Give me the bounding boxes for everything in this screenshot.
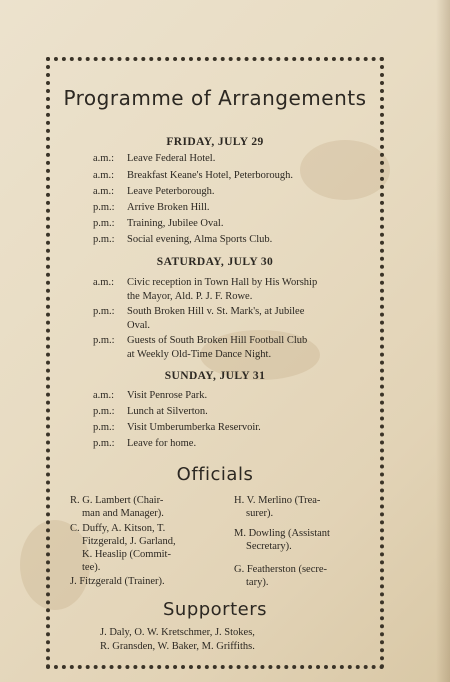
am-pm: p.m.: bbox=[93, 438, 115, 449]
am-pm: p.m.: bbox=[93, 218, 115, 229]
supporters-line: R. Gransden, W. Baker, M. Griffiths. bbox=[100, 641, 255, 652]
official-entry bbox=[70, 494, 164, 520]
event-line: Guests of South Broken Hill Football Club bbox=[127, 335, 308, 346]
event bbox=[127, 421, 372, 435]
event-line: Breakfast Keane's Hotel, Peterborough. bbox=[127, 170, 294, 181]
event bbox=[127, 185, 372, 199]
am-pm: p.m.: bbox=[93, 202, 115, 213]
event bbox=[127, 437, 372, 451]
event-line: the Mayor, Ald. P. J. F. Rowe. bbox=[127, 291, 253, 302]
event-line: Civic reception in Town Hall by His Worship bbox=[127, 277, 318, 288]
official-line: tary). bbox=[246, 577, 269, 588]
official-line: surer). bbox=[246, 508, 274, 519]
page-title: Programme of Arrangements bbox=[63, 86, 367, 110]
official-entry bbox=[234, 494, 320, 520]
event-line: Visit Penrose Park. bbox=[127, 390, 208, 401]
event bbox=[127, 405, 372, 419]
official-line: R. G. Lambert (Chair- bbox=[70, 495, 164, 506]
official-entry bbox=[70, 575, 165, 588]
day-heading-friday: FRIDAY, JULY 29 bbox=[166, 136, 264, 148]
event-line: Leave for home. bbox=[127, 438, 197, 449]
am-pm: p.m.: bbox=[93, 234, 115, 245]
official-line: C. Duffy, A. Kitson, T. bbox=[70, 523, 166, 534]
event-line: Lunch at Silverton. bbox=[127, 406, 208, 417]
official-line: tee). bbox=[82, 562, 101, 573]
am-pm: a.m.: bbox=[93, 390, 114, 401]
event-line: Arrive Broken Hill. bbox=[127, 202, 210, 213]
event-line: Training, Jubilee Oval. bbox=[127, 218, 224, 229]
official-entry bbox=[234, 527, 330, 553]
event-line: at Weekly Old-Time Dance Night. bbox=[127, 349, 272, 360]
event-line: Oval. bbox=[127, 320, 151, 331]
event-line: Leave Federal Hotel. bbox=[127, 153, 216, 164]
event-line: South Broken Hill v. St. Mark's, at Jubilee bbox=[127, 306, 305, 317]
event bbox=[127, 201, 372, 215]
official-line: J. Fitzgerald (Trainer). bbox=[70, 576, 165, 587]
official-line: G. Featherston (secre- bbox=[234, 564, 328, 575]
am-pm: p.m.: bbox=[93, 335, 115, 346]
event bbox=[127, 334, 372, 362]
official-line: Fitzgerald, J. Garland, bbox=[82, 536, 176, 547]
am-pm: p.m.: bbox=[93, 422, 115, 433]
am-pm: a.m.: bbox=[93, 186, 114, 197]
official-line: K. Heaslip (Commit- bbox=[82, 549, 171, 560]
official-line: H. V. Merlino (Trea- bbox=[234, 495, 321, 506]
event-line: Visit Umberumberka Reservoir. bbox=[127, 422, 261, 433]
supporters-line: J. Daly, O. W. Kretschmer, J. Stokes, bbox=[100, 627, 255, 638]
event-line: Social evening, Alma Sports Club. bbox=[127, 234, 273, 245]
event bbox=[127, 276, 372, 304]
official-line: man and Manager). bbox=[82, 508, 164, 519]
day-heading-saturday: SATURDAY, JULY 30 bbox=[156, 256, 274, 268]
event bbox=[127, 169, 372, 183]
event bbox=[127, 217, 372, 231]
event bbox=[127, 389, 372, 403]
supporters-heading: Supporters bbox=[162, 599, 267, 620]
am-pm: a.m.: bbox=[93, 170, 114, 181]
event bbox=[127, 152, 372, 166]
am-pm: p.m.: bbox=[93, 306, 115, 317]
official-line: Secretary). bbox=[246, 541, 292, 552]
am-pm: a.m.: bbox=[93, 277, 114, 288]
official-entry bbox=[234, 563, 327, 589]
officials-heading: Officials bbox=[176, 464, 254, 485]
official-line: M. Dowling (Assistant bbox=[234, 528, 330, 539]
event bbox=[127, 233, 372, 247]
am-pm: p.m.: bbox=[93, 406, 115, 417]
am-pm: a.m.: bbox=[93, 153, 114, 164]
day-heading-sunday: SUNDAY, JULY 31 bbox=[164, 370, 266, 382]
official-entry bbox=[70, 522, 176, 574]
page-edge-shadow bbox=[436, 0, 450, 682]
event-line: Leave Peterborough. bbox=[127, 186, 215, 197]
event bbox=[127, 305, 372, 333]
